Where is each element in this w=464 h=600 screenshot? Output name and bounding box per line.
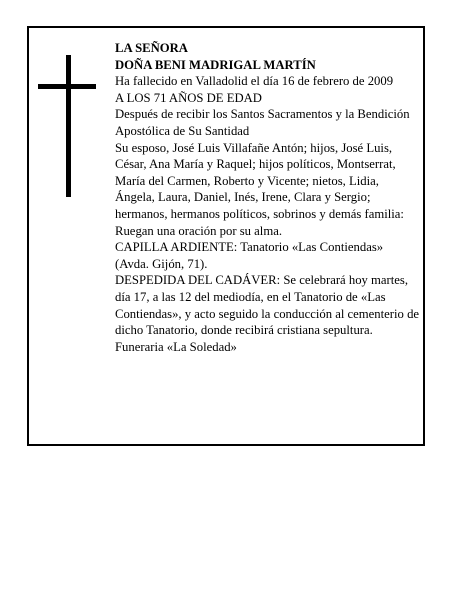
chapel-info: CAPILLA ARDIENTE: Tanatorio «Las Contiendas» (Avda. Gijón, 71). <box>115 240 384 271</box>
funeral-home: Funeraria «La Soledad» <box>115 339 237 354</box>
deceased-name: DOÑA BENI MADRIGAL MARTÍN <box>115 57 316 72</box>
prayer-request: Ruegan una oración por su alma. <box>115 223 283 238</box>
death-statement: Ha fallecido en Valladolid el día 16 de febrero de 2009 <box>115 74 394 89</box>
farewell-info: DESPEDIDA DEL CADÁVER: Se celebrará hoy martes, día 17, a las 12 del mediodía, en el Tanatorio de «Las Contiendas», y acto seguido la conducción al cementerio de dicho Tanatorio, donde recibirá cristiana sepultura. <box>115 273 420 338</box>
age-statement: A LOS 71 AÑOS DE EDAD <box>115 90 262 105</box>
cross-horizontal-bar <box>38 84 96 89</box>
family-statement: Su esposo, José Luis Villafañe Antón; hijos, José Luis, César, Ana María y Raquel; hijos políticos, Montserrat, María del Carmen, Roberto y Vicente; nietos, Lidia, Ángela, Laura, Daniel, Inés, Irene, Clara y Sergio; hermanos, hermanos políticos, sobrinos y demás familia: <box>115 140 404 221</box>
cross-vertical-bar <box>66 55 71 197</box>
notice-title: LA SEÑORA <box>115 41 188 55</box>
obituary-text <box>115 40 420 355</box>
sacraments-statement: Después de recibir los Santos Sacramentos y la Bendición Apostólica de Su Santidad <box>115 107 410 138</box>
